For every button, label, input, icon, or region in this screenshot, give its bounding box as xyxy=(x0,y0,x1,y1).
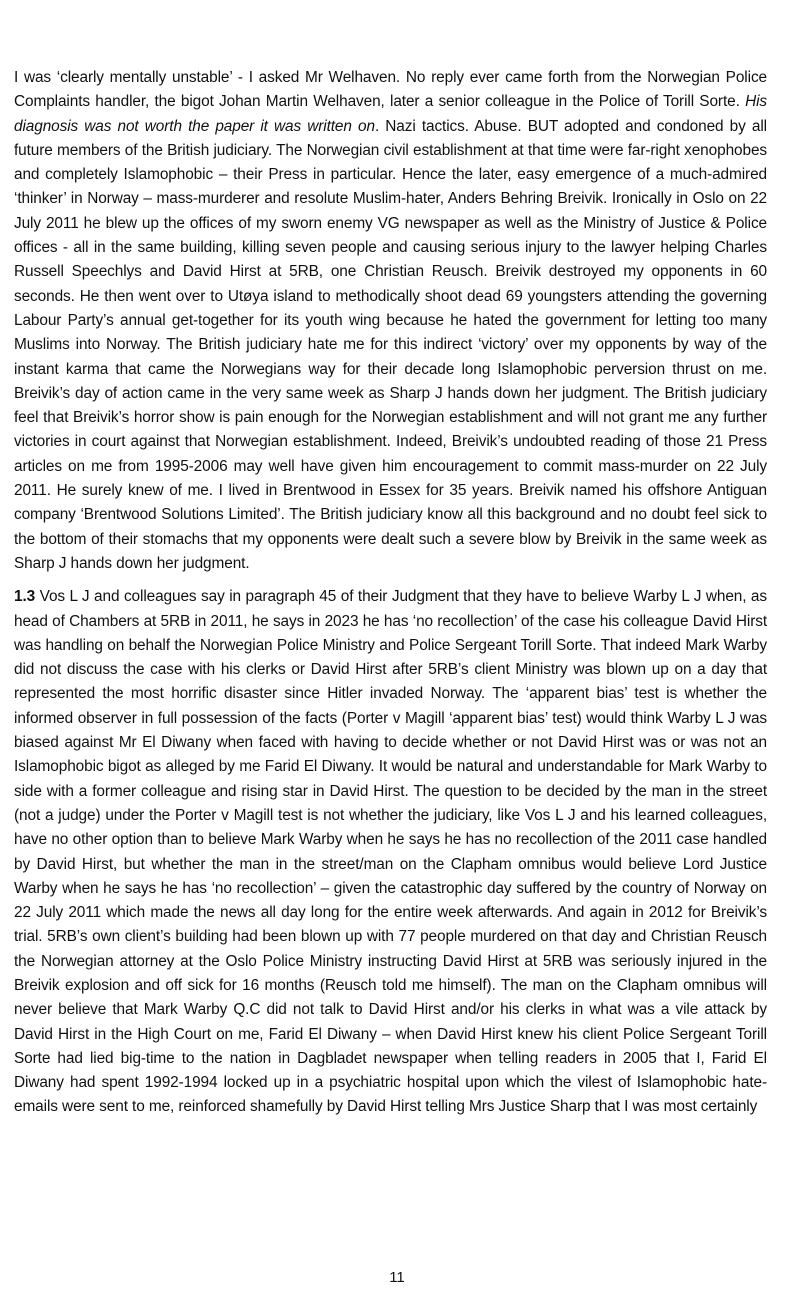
page-number: 11 xyxy=(389,1269,405,1286)
paragraph-1-3 xyxy=(14,585,767,1120)
document-page xyxy=(14,66,767,1120)
paragraph-1 xyxy=(14,66,767,576)
paragraph-1-text-a: I was ‘clearly mentally unstable’ - I asked Mr Welhaven. No reply ever came forth from the Norwegian Police Complaints handler, the bigot Johan Martin Welhaven, later a senior colleague in the Police of Torill Sorte. xyxy=(14,69,767,111)
paragraph-1-text-b: . Nazi tactics. Abuse. BUT adopted and condoned by all future members of the British judiciary. The Norwegian civil establishment at that time were far-right xenophobes and completely Islamophobic – their Press in particular. Hence the later, easy emergence of a much-admired ‘thinker’ in Norway – mass-murderer and resolute Muslim-hater, Anders Behring Breivik. Ironically in Oslo on 22 July 2011 he blew up the offices of my sworn enemy VG newspaper as well as the Ministry of Justice & Police offices - all in the same building, killing seven people and causing serious injury to the lawyer helping Charles Russell Speechlys and David Hirst at 5RB, one Christian Reusch. Breivik destroyed my opponents in 60 seconds. He then went over to Utøya island to methodically shoot dead 69 youngsters attending the governing Labour Party’s annual get-together for its youth wing because he hated the government for letting too many Muslims into Norway. The British judiciary hate me for this indirect ‘victory’ over my opponents by way of the instant karma that came the Norwegians way for their decade long Islamophobic perversion thrust on me. Breivik’s day of action came in the very same week as Sharp J hands down her judgment. The British judiciary feel that Breivik’s horror show is pain enough for the Norwegian establishment and will not grant me any further victories in court against that Norwegian establishment. Indeed, Breivik’s undoubted reading of those 21 Press articles on me from 1995-2006 may well have given him encouragement to commit mass-murder on 22 July 2011. He surely knew of me. I lived in Brentwood in Essex for 35 years. Breivik named his offshore Antiguan company ‘Brentwood Solutions Limited’. The British judiciary know all this background and no doubt feel sick to the bottom of their stomachs that my opponents were dealt such a severe blow by Breivik in the same week as Sharp J hands down her judgment. xyxy=(14,117,767,572)
paragraph-1-italic-quote: His diagnosis was not worth the paper it was written on xyxy=(14,93,767,135)
paragraph-1-3-text: Vos L J and colleagues say in paragraph 45 of their Judgment that they have to believe Warby L J when, as head of Chambers at 5RB in 2011, he says in 2023 he has ‘no recollection’ of the case his colleague David Hirst was handling on behalf the Norwegian Police Ministry and Police Sergeant Torill Sorte. That indeed Mark Warby did not discuss the case with his clerks or David Hirst after 5RB’s client Ministry was blown up on a day that represented the most horrific disaster since Hitler invaded Norway. The ‘apparent bias’ test is whether the informed observer in full possession of the facts (Porter v Magill ‘apparent bias’ test) would think Warby L J was biased against Mr El Diwany when faced with having to decide whether or not David Hirst was or was not an Islamophobic bigot as alleged by me Farid El Diwany. It would be natural and understandable for Mark Warby to side with a former colleague and rising star in David Hirst. The question to be decided by the man in the street (not a judge) under the Porter v Magill test is not whether the judiciary, like Vos L J and his learned colleagues, have no other option than to believe Mark Warby when he says he has no recollection of the 2011 case handled by David Hirst, but whether the man in the street/man on the Clapham omnibus would believe Lord Justice Warby when he says he has ‘no recollection’ – given the catastrophic day suffered by the country of Norway on 22 July 2011 which made the news all day long for the entire week afterwards. And again in 2012 for Breivik’s trial. 5RB’s own client’s building had been blown up with 77 people murdered on that day and Christian Reusch the Norwegian attorney at the Oslo Police Ministry instructing David Hirst at 5RB was seriously injured in the Breivik explosion and off sick for 16 months (Reusch told me himself). The man on the Clapham omnibus will never believe that Mark Warby Q.C did not talk to David Hirst and/or his clerks in what was a vile attack by David Hirst in the High Court on me, Farid El Diwany – when David Hirst knew his client Police Sergeant Torill Sorte had lied big-time to the nation in Dagbladet newspaper when telling readers in 2005 that I, Farid El Diwany had spent 1992-1994 locked up in a psychiatric hospital upon which the vilest of Islamophobic hate-emails were sent to me, reinforced shamefully by David Hirst telling Mrs Justice Sharp that I was most certainly xyxy=(14,588,767,1116)
section-number: 1.3 xyxy=(14,588,36,606)
